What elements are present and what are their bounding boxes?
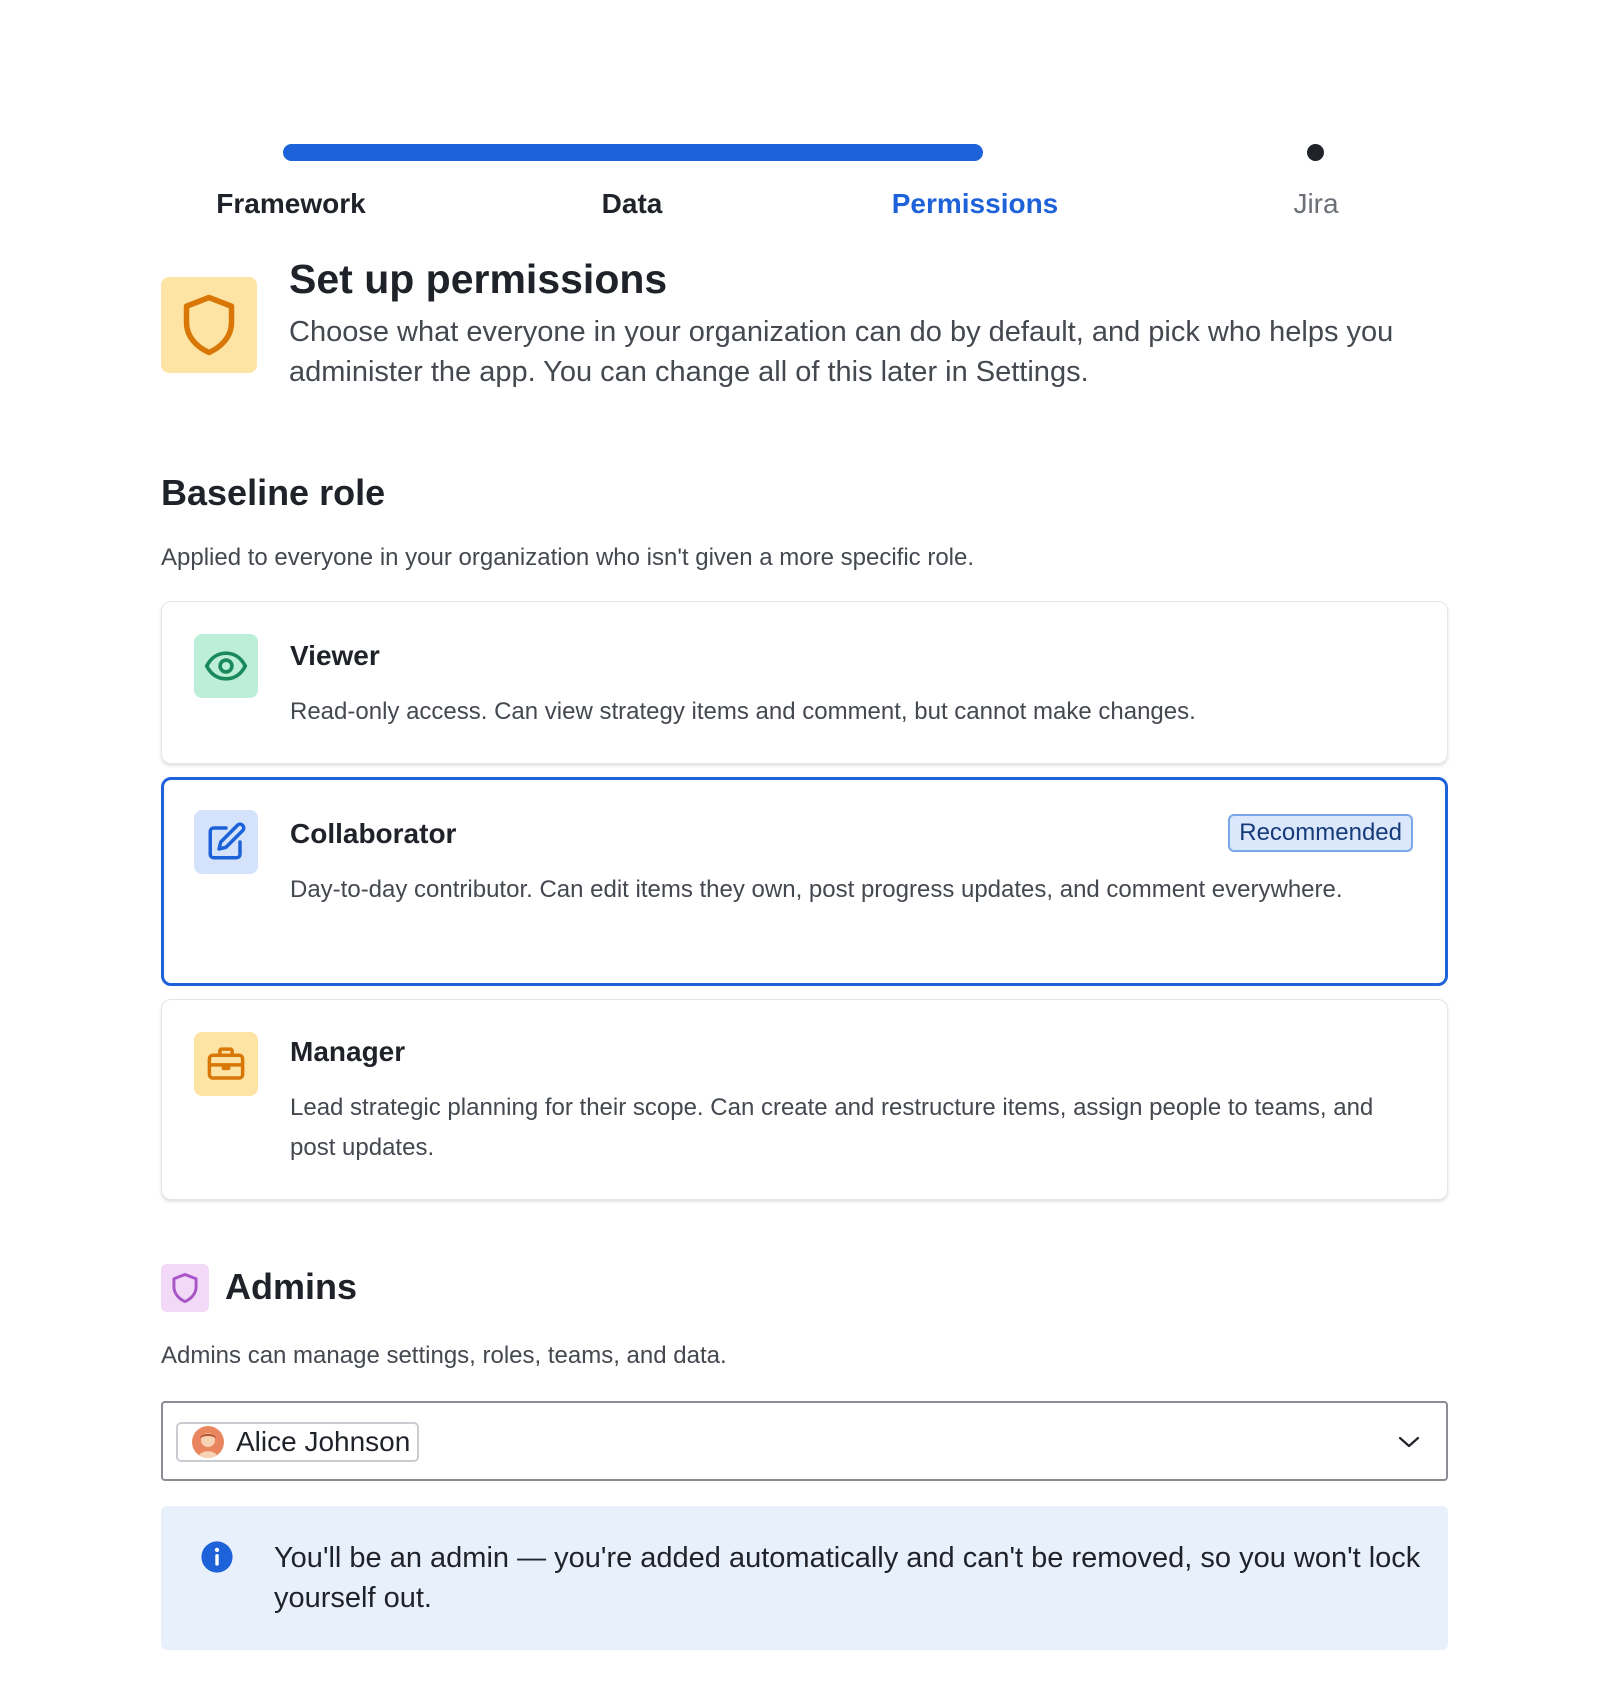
progress-bar — [283, 144, 983, 161]
role-title: Collaborator — [290, 818, 457, 849]
role-card-collaborator[interactable] — [161, 777, 1448, 986]
role-title: Manager — [290, 1036, 406, 1067]
step-data[interactable]: Data — [601, 188, 663, 219]
step-permissions[interactable]: Permissions — [891, 188, 1059, 219]
role-card-viewer[interactable] — [161, 601, 1448, 764]
admin-info-text: You'll be an admin — you're added automatically and can't be removed, so you won't lock yourself out. — [274, 1542, 1421, 1614]
edit-icon — [194, 810, 258, 874]
avatar — [192, 1426, 224, 1458]
role-description: Read-only access. Can view strategy items and comment, but cannot make changes. — [290, 698, 1196, 725]
admin-info-banner — [161, 1506, 1448, 1650]
admins-select[interactable] — [161, 1401, 1448, 1481]
role-description: Day-to-day contributor. Can edit items they own, post progress updates, and comment everywhere. — [290, 876, 1343, 903]
recommended-badge: Recommended — [1228, 814, 1413, 852]
info-icon — [200, 1540, 234, 1574]
baseline-role-description: Applied to everyone in your organization who isn't given a more specific role. — [161, 544, 975, 571]
admins-heading: Admins — [225, 1266, 358, 1307]
step-jira[interactable]: Jira — [1293, 188, 1339, 219]
role-title: Viewer — [290, 640, 380, 671]
progress-stepper — [0, 0, 1600, 240]
page-subtitle: Choose what everyone in your organization can do by default, and pick who helps you administer the app. You can change all of this later in Settings. — [289, 316, 1394, 388]
step-dot-jira — [1307, 144, 1324, 161]
shield-icon — [161, 277, 257, 373]
step-framework[interactable]: Framework — [216, 188, 366, 219]
role-description: Lead strategic planning for their scope. Can create and restructure items, assign people to teams, and post updates. — [290, 1094, 1374, 1161]
baseline-role-heading: Baseline role — [161, 472, 386, 513]
briefcase-icon — [194, 1032, 258, 1096]
admin-chip-label: Alice Johnson — [236, 1426, 411, 1457]
page-title: Set up permissions — [289, 256, 668, 302]
eye-icon — [194, 634, 258, 698]
shield-icon — [161, 1264, 209, 1312]
admin-chip[interactable] — [176, 1422, 419, 1462]
chevron-down-icon[interactable] — [1394, 1427, 1424, 1457]
role-card-manager[interactable] — [161, 999, 1448, 1200]
admins-description: Admins can manage settings, roles, teams, and data. — [161, 1342, 727, 1369]
